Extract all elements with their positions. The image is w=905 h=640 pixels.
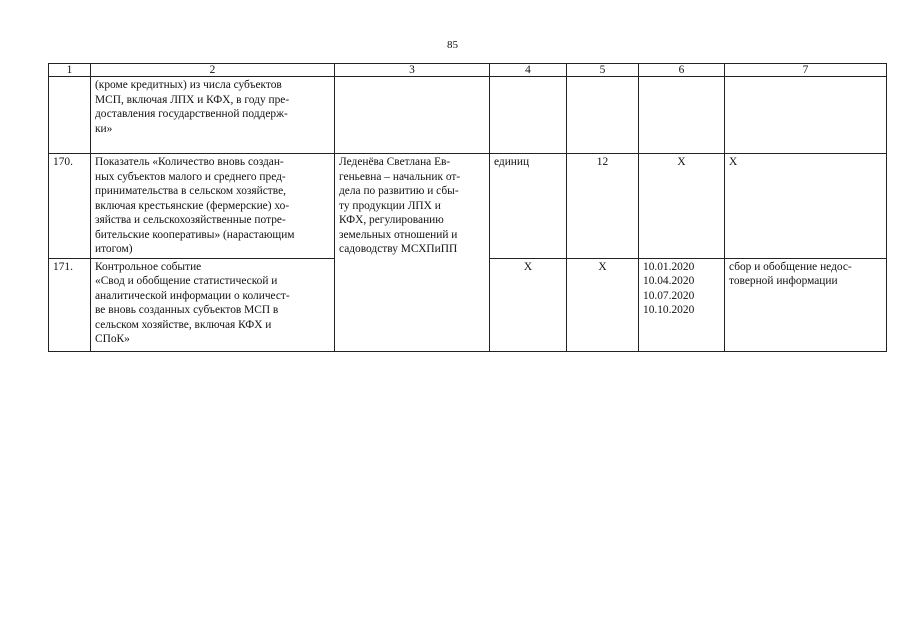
row-name: (кроме кредитных) из числа субъектов МСП, включая ЛПХ и КФХ, в году пре- доставления государственной поддерж- ки» [91,77,335,154]
row-value [567,77,639,154]
row-unit [490,77,567,154]
column-number: 6 [639,64,725,77]
column-number: 2 [91,64,335,77]
page-number: 85 [447,39,458,51]
row-unit: Х [490,258,567,351]
row-number [49,77,91,154]
row-deadline: Х [639,154,725,259]
row-responsible: Леденёва Светлана Ев- геньевна – начальник от- дела по развитию и сбы- ту продукции ЛПХ и КФХ, регулированию земельных отношений и садоводству МСХПиПП [335,154,490,352]
column-number: 5 [567,64,639,77]
column-number: 1 [49,64,91,77]
column-number-row [49,64,887,77]
column-number: 7 [725,64,887,77]
row-name: Показатель «Количество вновь создан- ных субъектов малого и среднего пред- принимательства в сельском хозяйстве, включая крестьянские (фермерские) хо- зяйства и сельскохозяйственные потре- бительские кооперативы» (нарастающим итогом) [91,154,335,259]
row-value: 12 [567,154,639,259]
row-number: 171. [49,258,91,351]
table-row [49,77,887,154]
row-deadline: 10.01.2020 10.04.2020 10.07.2020 10.10.2020 [639,258,725,351]
table-row [49,154,887,259]
row-note: Х [725,154,887,259]
row-name: Контрольное событие «Свод и обобщение статистической и аналитической информации о количест- ве вновь созданных субъектов МСП в сельском хозяйстве, включая КФХ и СПоК» [91,258,335,351]
row-unit: единиц [490,154,567,259]
row-deadline [639,77,725,154]
row-note [725,77,887,154]
row-note: сбор и обобщение недос- товерной информации [725,258,887,351]
plan-table [48,63,887,352]
column-number: 3 [335,64,490,77]
column-number: 4 [490,64,567,77]
row-responsible [335,77,490,154]
row-number: 170. [49,154,91,259]
row-value: Х [567,258,639,351]
